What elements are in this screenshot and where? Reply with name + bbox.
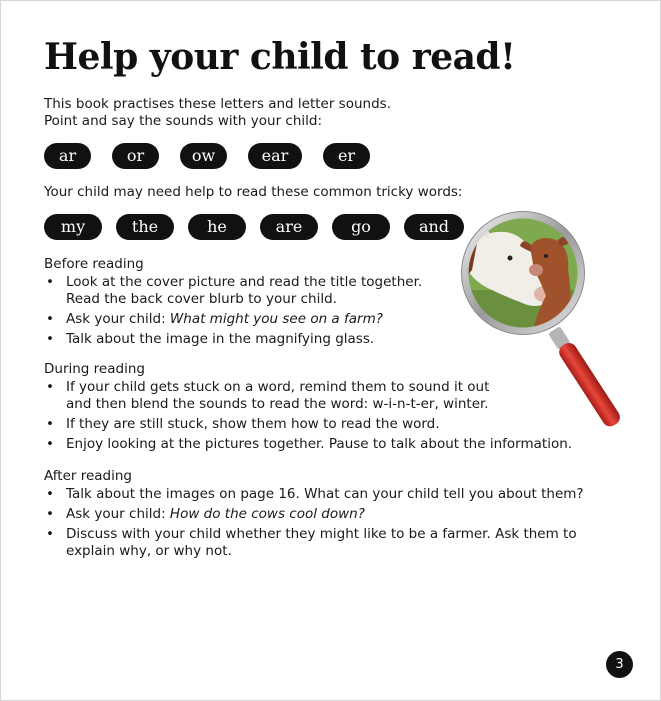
list-item [44,311,444,328]
during-reading-heading: During reading [44,361,145,377]
list-item [44,526,614,560]
after-reading-section [44,468,614,563]
list-item-text: Enjoy looking at the pictures together. Pause to talk about the information. [66,436,573,452]
bullet: • [46,379,54,395]
tricky-word-pill: and [404,214,464,240]
bullet: • [46,311,54,327]
bullet: • [46,526,54,542]
question-text: How do the cows cool down? [169,506,365,522]
list-item-text: Talk about the images on page 16. What can your child tell you about them? [66,486,584,502]
tricky-word-pill: he [188,214,246,240]
tricky-word-pill: are [260,214,318,240]
bullet: • [46,331,54,347]
bullet: • [46,486,54,502]
bullet: • [46,274,54,290]
list-item [44,379,604,413]
list-item-text: If your child gets stuck on a word, remind them to sound it out [66,379,490,395]
list-item-text: If they are still stuck, show them how to read the word. [66,416,440,432]
tricky-words-row [44,214,478,240]
letter-sound-pill: ear [248,143,302,169]
letter-sound-pill: er [323,143,370,169]
tricky-word-pill: my [44,214,102,240]
letter-sound-pill: ar [44,143,91,169]
list-item [44,274,444,308]
intro-text [44,96,391,130]
tricky-word-pill: the [116,214,174,240]
after-reading-heading: After reading [44,468,132,484]
list-item [44,506,614,523]
list-item-text: and then blend the sounds to read the word: w-i-n-t-er, winter. [66,396,489,412]
page-title: Help your child to read! [44,36,516,78]
list-item [44,416,604,433]
list-item-text: Ask your child: [66,311,170,327]
letter-sound-pill: or [112,143,159,169]
before-reading-section [44,256,444,351]
list-item [44,436,604,453]
list-item-text: Look at the cover picture and read the title together. [66,274,423,290]
page-number: 3 [606,651,633,678]
tricky-word-pill: go [332,214,390,240]
bullet: • [46,436,54,452]
question-text: What might you see on a farm? [169,311,383,327]
list-item [44,486,614,503]
before-reading-heading: Before reading [44,256,144,272]
bullet: • [46,506,54,522]
list-item-text: Ask your child: [66,506,170,522]
letter-sounds-row [44,143,391,169]
list-item-text: Read the back cover blurb to your child. [66,291,337,307]
bullet: • [46,416,54,432]
letter-sound-pill: ow [180,143,227,169]
intro-line-2: Point and say the sounds with your child: [44,113,323,129]
list-item [44,331,444,348]
during-reading-section [44,361,604,456]
intro-line-1: This book practises these letters and letter sounds. [44,96,391,112]
tricky-words-intro: Your child may need help to read these common tricky words: [44,184,463,200]
list-item-text: Discuss with your child whether they might like to be a farmer. Ask them to [66,526,577,542]
list-item-text: explain why, or why not. [66,543,232,559]
list-item-text: Talk about the image in the magnifying glass. [66,331,375,347]
